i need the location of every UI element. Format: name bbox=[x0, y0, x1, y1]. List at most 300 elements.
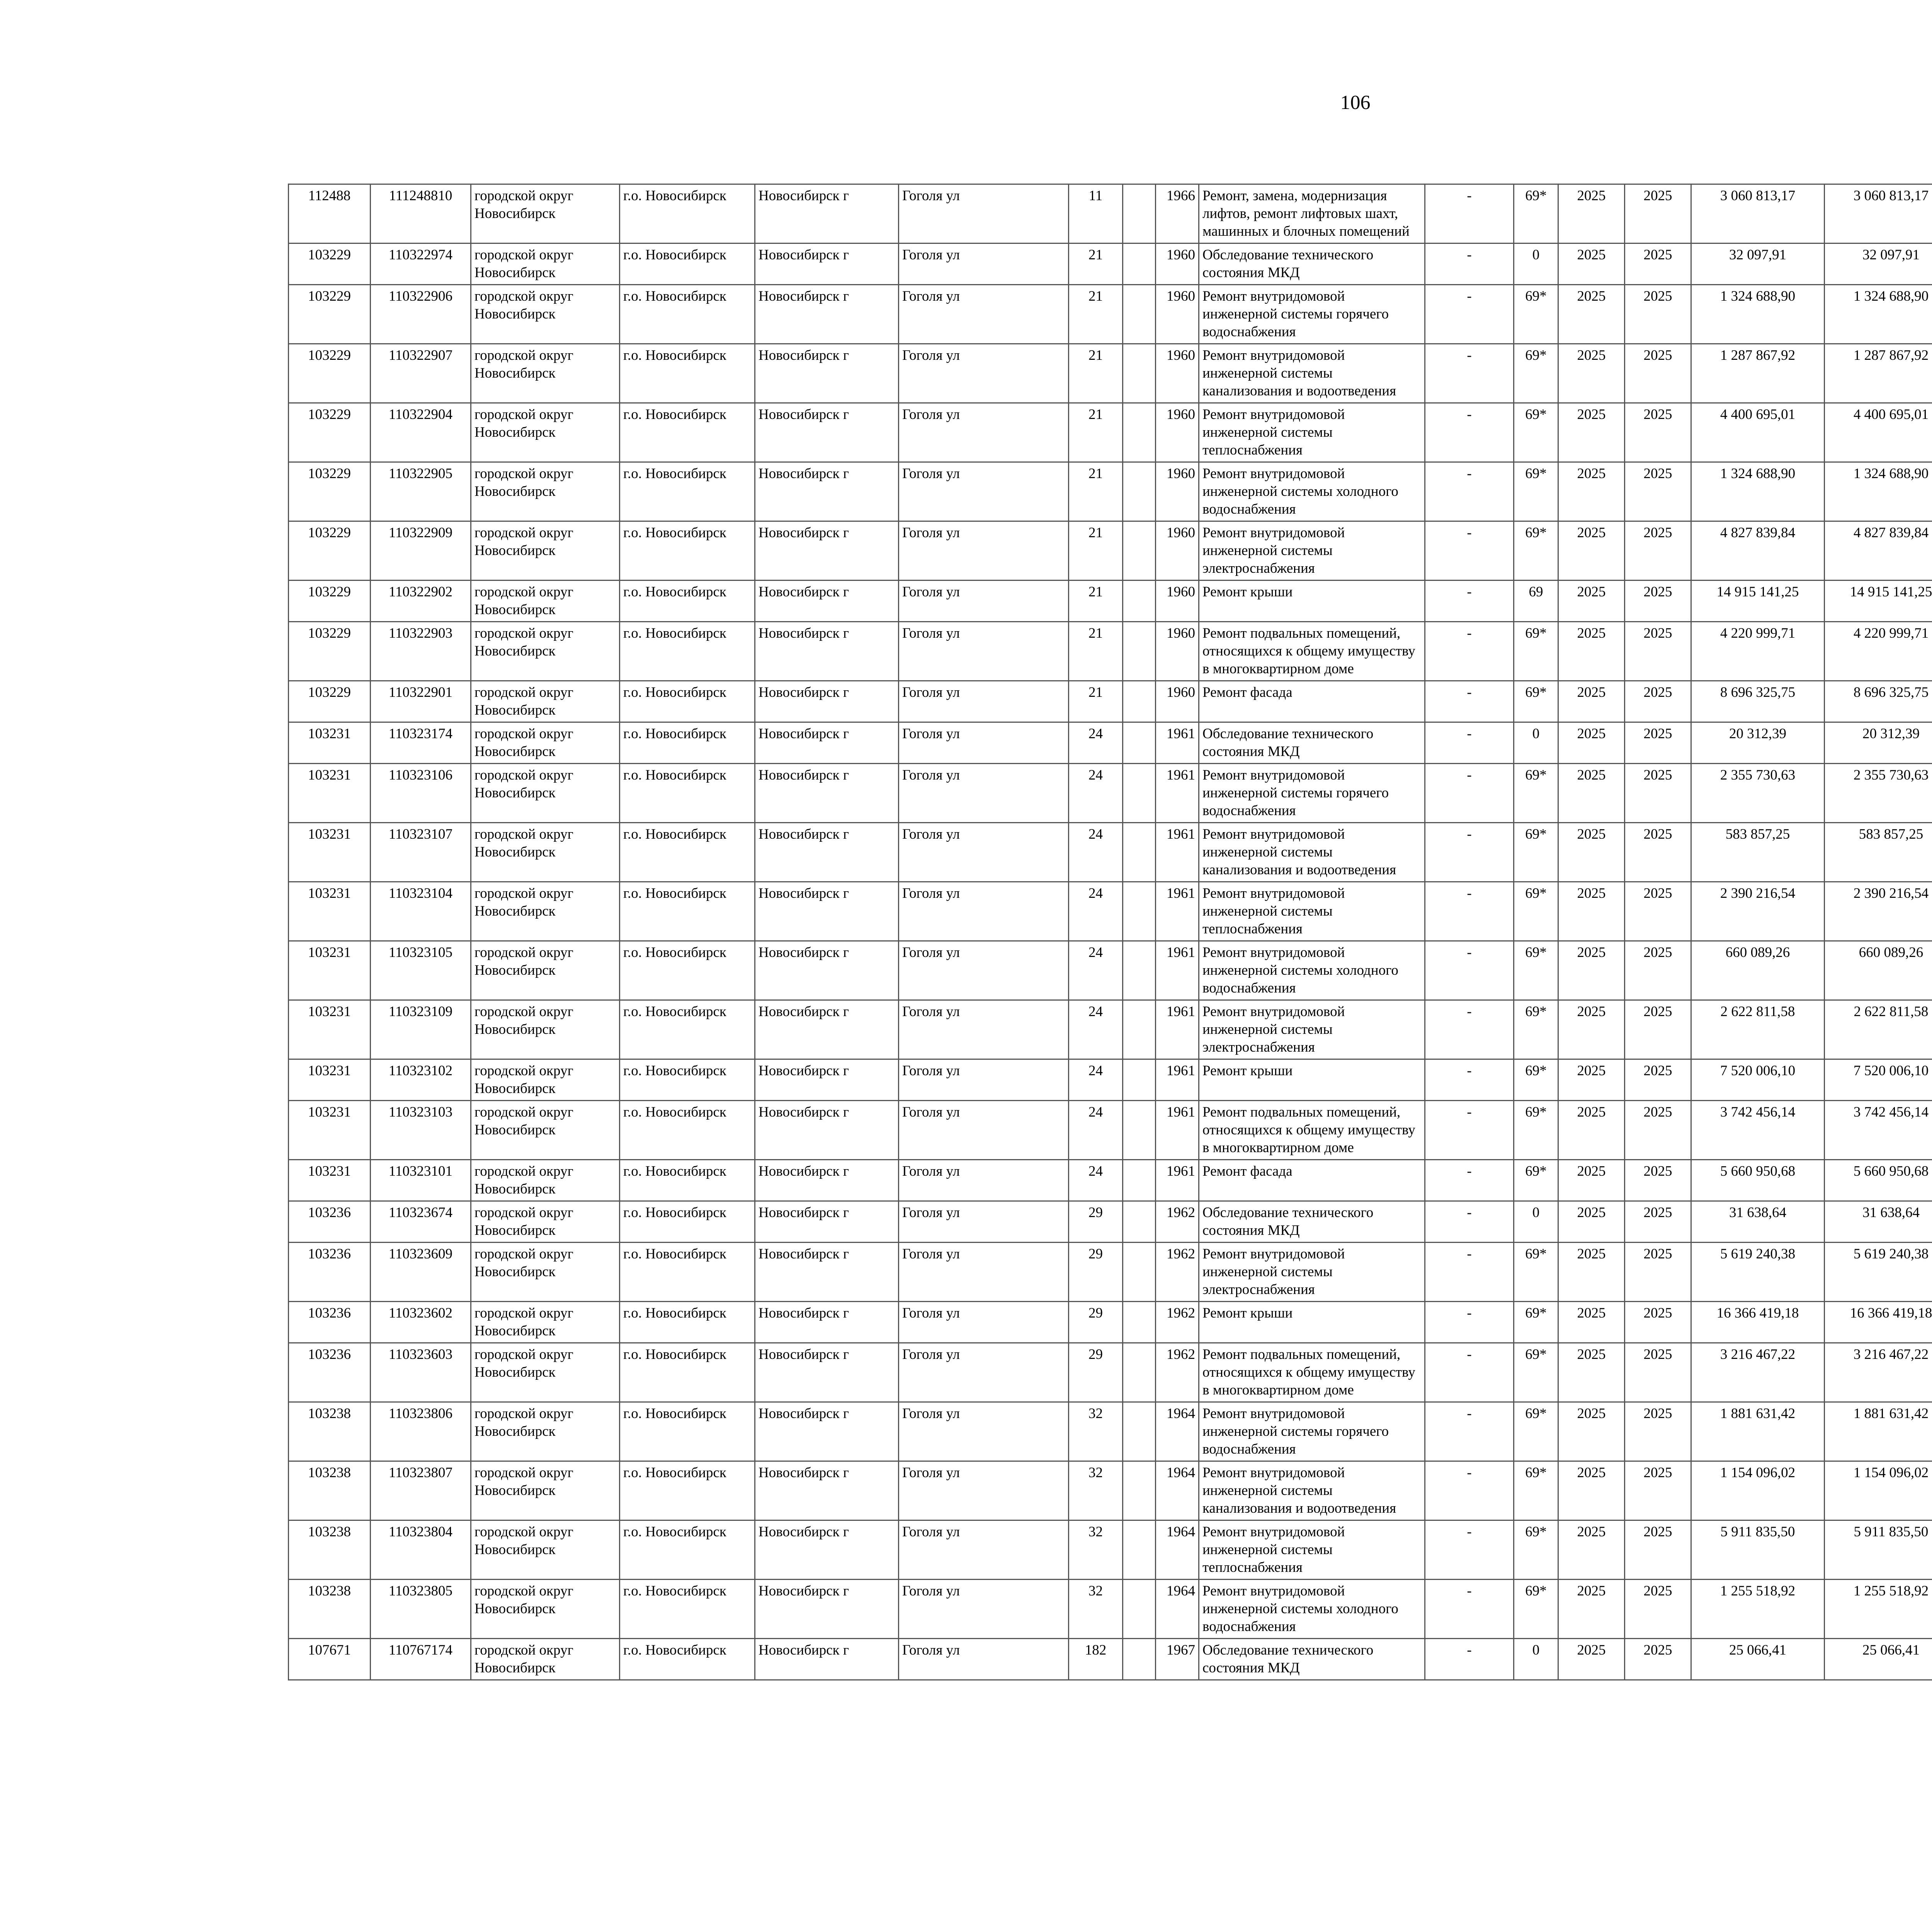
house-id-cell: 103231 bbox=[289, 1059, 371, 1101]
building-cell bbox=[1123, 941, 1156, 1000]
total-cost-cell: 5 619 240,38 bbox=[1691, 1243, 1825, 1302]
municipality-cell: городской округ Новосибирск bbox=[471, 722, 620, 764]
table-row bbox=[289, 344, 1932, 403]
municipality-cell: городской округ Новосибирск bbox=[471, 462, 620, 521]
total-cost-cell: 2 390 216,54 bbox=[1691, 882, 1825, 941]
program-item-id-cell: 110323107 bbox=[371, 823, 471, 882]
total-cost-cell: 660 089,26 bbox=[1691, 941, 1825, 1000]
municipality-cell: городской округ Новосибирск bbox=[471, 1461, 620, 1520]
dash-cell: - bbox=[1425, 1243, 1514, 1302]
wear-cell: 69* bbox=[1514, 1461, 1558, 1520]
table-row bbox=[289, 941, 1932, 1000]
total-cost-cell: 1 324 688,90 bbox=[1691, 462, 1825, 521]
municipality-cell: городской округ Новосибирск bbox=[471, 1101, 620, 1160]
street-cell: Гоголя ул bbox=[899, 1639, 1069, 1680]
street-cell: Гоголя ул bbox=[899, 462, 1069, 521]
work-type-cell: Ремонт фасада bbox=[1199, 681, 1425, 722]
municipality-cell: городской округ Новосибирск bbox=[471, 622, 620, 681]
district-cell: г.о. Новосибирск bbox=[620, 622, 755, 681]
dash-cell: - bbox=[1425, 722, 1514, 764]
wear-cell: 69* bbox=[1514, 823, 1558, 882]
house-id-cell: 103236 bbox=[289, 1302, 371, 1343]
start-year-cell: 2025 bbox=[1558, 1160, 1625, 1201]
district-cell: г.о. Новосибирск bbox=[620, 1461, 755, 1520]
dash-cell: - bbox=[1425, 581, 1514, 622]
house-number-cell: 21 bbox=[1069, 285, 1123, 344]
start-year-cell: 2025 bbox=[1558, 243, 1625, 285]
city-cell: Новосибирск г bbox=[755, 462, 899, 521]
fund-cost-cell: 1 324 688,90 bbox=[1825, 285, 1932, 344]
building-cell bbox=[1123, 1000, 1156, 1059]
street-cell: Гоголя ул bbox=[899, 581, 1069, 622]
start-year-cell: 2025 bbox=[1558, 403, 1625, 462]
district-cell: г.о. Новосибирск bbox=[620, 184, 755, 243]
house-number-cell: 24 bbox=[1069, 823, 1123, 882]
program-item-id-cell: 110322909 bbox=[371, 521, 471, 581]
municipality-cell: городской округ Новосибирск bbox=[471, 1343, 620, 1402]
house-id-cell: 103238 bbox=[289, 1461, 371, 1520]
end-year-cell: 2025 bbox=[1625, 403, 1691, 462]
build-year-cell: 1961 bbox=[1156, 941, 1199, 1000]
work-type-cell: Ремонт внутридомовой инженерной системы горячего водоснабжения bbox=[1199, 764, 1425, 823]
end-year-cell: 2025 bbox=[1625, 1520, 1691, 1580]
total-cost-cell: 25 066,41 bbox=[1691, 1639, 1825, 1680]
total-cost-cell: 3 216 467,22 bbox=[1691, 1343, 1825, 1402]
street-cell: Гоголя ул bbox=[899, 403, 1069, 462]
program-item-id-cell: 110323609 bbox=[371, 1243, 471, 1302]
end-year-cell: 2025 bbox=[1625, 1201, 1691, 1243]
district-cell: г.о. Новосибирск bbox=[620, 764, 755, 823]
street-cell: Гоголя ул bbox=[899, 1461, 1069, 1520]
house-number-cell: 21 bbox=[1069, 462, 1123, 521]
house-number-cell: 21 bbox=[1069, 581, 1123, 622]
fund-cost-cell: 1 881 631,42 bbox=[1825, 1402, 1932, 1461]
program-item-id-cell: 110323106 bbox=[371, 764, 471, 823]
building-cell bbox=[1123, 243, 1156, 285]
build-year-cell: 1964 bbox=[1156, 1520, 1199, 1580]
program-item-id-cell: 111248810 bbox=[371, 184, 471, 243]
district-cell: г.о. Новосибирск bbox=[620, 1402, 755, 1461]
district-cell: г.о. Новосибирск bbox=[620, 823, 755, 882]
street-cell: Гоголя ул bbox=[899, 722, 1069, 764]
city-cell: Новосибирск г bbox=[755, 1059, 899, 1101]
work-type-cell: Ремонт подвальных помещений, относящихся к общему имуществу в многоквартирном доме bbox=[1199, 622, 1425, 681]
district-cell: г.о. Новосибирск bbox=[620, 285, 755, 344]
program-item-id-cell: 110322902 bbox=[371, 581, 471, 622]
street-cell: Гоголя ул bbox=[899, 622, 1069, 681]
building-cell bbox=[1123, 722, 1156, 764]
fund-cost-cell: 2 355 730,63 bbox=[1825, 764, 1932, 823]
work-type-cell: Ремонт внутридомовой инженерной системы канализования и водоотведения bbox=[1199, 823, 1425, 882]
wear-cell: 69* bbox=[1514, 1059, 1558, 1101]
house-id-cell: 103231 bbox=[289, 1000, 371, 1059]
street-cell: Гоголя ул bbox=[899, 1580, 1069, 1639]
table-row bbox=[289, 1520, 1932, 1580]
building-cell bbox=[1123, 681, 1156, 722]
build-year-cell: 1961 bbox=[1156, 722, 1199, 764]
total-cost-cell: 2 355 730,63 bbox=[1691, 764, 1825, 823]
end-year-cell: 2025 bbox=[1625, 941, 1691, 1000]
fund-cost-cell: 4 400 695,01 bbox=[1825, 403, 1932, 462]
build-year-cell: 1964 bbox=[1156, 1580, 1199, 1639]
district-cell: г.о. Новосибирск bbox=[620, 941, 755, 1000]
building-cell bbox=[1123, 462, 1156, 521]
city-cell: Новосибирск г bbox=[755, 622, 899, 681]
wear-cell: 0 bbox=[1514, 243, 1558, 285]
house-number-cell: 21 bbox=[1069, 243, 1123, 285]
program-item-id-cell: 110322974 bbox=[371, 243, 471, 285]
total-cost-cell: 4 400 695,01 bbox=[1691, 403, 1825, 462]
end-year-cell: 2025 bbox=[1625, 1343, 1691, 1402]
fund-cost-cell: 5 911 835,50 bbox=[1825, 1520, 1932, 1580]
program-item-id-cell: 110323805 bbox=[371, 1580, 471, 1639]
district-cell: г.о. Новосибирск bbox=[620, 1343, 755, 1402]
dash-cell: - bbox=[1425, 1520, 1514, 1580]
building-cell bbox=[1123, 1639, 1156, 1680]
build-year-cell: 1960 bbox=[1156, 581, 1199, 622]
total-cost-cell: 16 366 419,18 bbox=[1691, 1302, 1825, 1343]
table-row bbox=[289, 1160, 1932, 1201]
dash-cell: - bbox=[1425, 285, 1514, 344]
building-cell bbox=[1123, 1302, 1156, 1343]
work-type-cell: Ремонт крыши bbox=[1199, 1059, 1425, 1101]
house-id-cell: 103231 bbox=[289, 941, 371, 1000]
district-cell: г.о. Новосибирск bbox=[620, 462, 755, 521]
wear-cell: 69* bbox=[1514, 681, 1558, 722]
city-cell: Новосибирск г bbox=[755, 764, 899, 823]
building-cell bbox=[1123, 1343, 1156, 1402]
dash-cell: - bbox=[1425, 882, 1514, 941]
fund-cost-cell: 32 097,91 bbox=[1825, 243, 1932, 285]
dash-cell: - bbox=[1425, 1639, 1514, 1680]
dash-cell: - bbox=[1425, 1461, 1514, 1520]
house-id-cell: 112488 bbox=[289, 184, 371, 243]
work-type-cell: Ремонт внутридомовой инженерной системы горячего водоснабжения bbox=[1199, 1402, 1425, 1461]
house-id-cell: 103231 bbox=[289, 882, 371, 941]
table-row bbox=[289, 521, 1932, 581]
street-cell: Гоголя ул bbox=[899, 764, 1069, 823]
street-cell: Гоголя ул bbox=[899, 1343, 1069, 1402]
end-year-cell: 2025 bbox=[1625, 521, 1691, 581]
city-cell: Новосибирск г bbox=[755, 1580, 899, 1639]
total-cost-cell: 32 097,91 bbox=[1691, 243, 1825, 285]
program-item-id-cell: 110322903 bbox=[371, 622, 471, 681]
municipality-cell: городской округ Новосибирск bbox=[471, 1243, 620, 1302]
start-year-cell: 2025 bbox=[1558, 722, 1625, 764]
build-year-cell: 1960 bbox=[1156, 243, 1199, 285]
wear-cell: 69 bbox=[1514, 581, 1558, 622]
build-year-cell: 1967 bbox=[1156, 1639, 1199, 1680]
end-year-cell: 2025 bbox=[1625, 1059, 1691, 1101]
building-cell bbox=[1123, 403, 1156, 462]
table-row bbox=[289, 1059, 1932, 1101]
city-cell: Новосибирск г bbox=[755, 403, 899, 462]
table-row bbox=[289, 823, 1932, 882]
start-year-cell: 2025 bbox=[1558, 344, 1625, 403]
street-cell: Гоголя ул bbox=[899, 184, 1069, 243]
dash-cell: - bbox=[1425, 1580, 1514, 1639]
work-type-cell: Ремонт крыши bbox=[1199, 1302, 1425, 1343]
wear-cell: 69* bbox=[1514, 1160, 1558, 1201]
city-cell: Новосибирск г bbox=[755, 1101, 899, 1160]
fund-cost-cell: 3 060 813,17 bbox=[1825, 184, 1932, 243]
district-cell: г.о. Новосибирск bbox=[620, 581, 755, 622]
wear-cell: 69* bbox=[1514, 941, 1558, 1000]
program-item-id-cell: 110323674 bbox=[371, 1201, 471, 1243]
start-year-cell: 2025 bbox=[1558, 1343, 1625, 1402]
street-cell: Гоголя ул bbox=[899, 1201, 1069, 1243]
dash-cell: - bbox=[1425, 1343, 1514, 1402]
table-row bbox=[289, 403, 1932, 462]
house-id-cell: 103231 bbox=[289, 722, 371, 764]
municipality-cell: городской округ Новосибирск bbox=[471, 184, 620, 243]
start-year-cell: 2025 bbox=[1558, 681, 1625, 722]
wear-cell: 69* bbox=[1514, 521, 1558, 581]
house-number-cell: 21 bbox=[1069, 403, 1123, 462]
fund-cost-cell: 20 312,39 bbox=[1825, 722, 1932, 764]
house-number-cell: 182 bbox=[1069, 1639, 1123, 1680]
work-type-cell: Обследование технического состояния МКД bbox=[1199, 243, 1425, 285]
program-item-id-cell: 110767174 bbox=[371, 1639, 471, 1680]
house-number-cell: 21 bbox=[1069, 622, 1123, 681]
city-cell: Новосибирск г bbox=[755, 823, 899, 882]
build-year-cell: 1962 bbox=[1156, 1343, 1199, 1402]
work-type-cell: Ремонт внутридомовой инженерной системы электроснабжения bbox=[1199, 521, 1425, 581]
program-item-id-cell: 110323804 bbox=[371, 1520, 471, 1580]
house-id-cell: 103229 bbox=[289, 243, 371, 285]
building-cell bbox=[1123, 1461, 1156, 1520]
building-cell bbox=[1123, 1059, 1156, 1101]
dash-cell: - bbox=[1425, 941, 1514, 1000]
work-type-cell: Ремонт крыши bbox=[1199, 581, 1425, 622]
work-type-cell: Обследование технического состояния МКД bbox=[1199, 1201, 1425, 1243]
municipality-cell: городской округ Новосибирск bbox=[471, 403, 620, 462]
district-cell: г.о. Новосибирск bbox=[620, 521, 755, 581]
district-cell: г.о. Новосибирск bbox=[620, 681, 755, 722]
building-cell bbox=[1123, 1580, 1156, 1639]
street-cell: Гоголя ул bbox=[899, 1402, 1069, 1461]
dash-cell: - bbox=[1425, 1101, 1514, 1160]
table-row bbox=[289, 285, 1932, 344]
wear-cell: 69* bbox=[1514, 1000, 1558, 1059]
street-cell: Гоголя ул bbox=[899, 1000, 1069, 1059]
fund-cost-cell: 660 089,26 bbox=[1825, 941, 1932, 1000]
house-id-cell: 103236 bbox=[289, 1243, 371, 1302]
total-cost-cell: 8 696 325,75 bbox=[1691, 681, 1825, 722]
street-cell: Гоголя ул bbox=[899, 1243, 1069, 1302]
program-item-id-cell: 110323105 bbox=[371, 941, 471, 1000]
city-cell: Новосибирск г bbox=[755, 1520, 899, 1580]
house-number-cell: 32 bbox=[1069, 1402, 1123, 1461]
district-cell: г.о. Новосибирск bbox=[620, 1201, 755, 1243]
house-number-cell: 24 bbox=[1069, 1000, 1123, 1059]
house-number-cell: 24 bbox=[1069, 764, 1123, 823]
dash-cell: - bbox=[1425, 622, 1514, 681]
work-type-cell: Ремонт внутридомовой инженерной системы теплоснабжения bbox=[1199, 882, 1425, 941]
table-row bbox=[289, 764, 1932, 823]
start-year-cell: 2025 bbox=[1558, 1243, 1625, 1302]
street-cell: Гоголя ул bbox=[899, 243, 1069, 285]
start-year-cell: 2025 bbox=[1558, 1580, 1625, 1639]
total-cost-cell: 7 520 006,10 bbox=[1691, 1059, 1825, 1101]
building-cell bbox=[1123, 344, 1156, 403]
build-year-cell: 1964 bbox=[1156, 1402, 1199, 1461]
house-number-cell: 24 bbox=[1069, 941, 1123, 1000]
program-item-id-cell: 110323602 bbox=[371, 1302, 471, 1343]
house-number-cell: 24 bbox=[1069, 722, 1123, 764]
district-cell: г.о. Новосибирск bbox=[620, 1000, 755, 1059]
program-item-id-cell: 110322907 bbox=[371, 344, 471, 403]
wear-cell: 69* bbox=[1514, 882, 1558, 941]
house-number-cell: 24 bbox=[1069, 882, 1123, 941]
end-year-cell: 2025 bbox=[1625, 722, 1691, 764]
fund-cost-cell: 16 366 419,18 bbox=[1825, 1302, 1932, 1343]
district-cell: г.о. Новосибирск bbox=[620, 1520, 755, 1580]
house-number-cell: 24 bbox=[1069, 1101, 1123, 1160]
end-year-cell: 2025 bbox=[1625, 243, 1691, 285]
start-year-cell: 2025 bbox=[1558, 1302, 1625, 1343]
fund-cost-cell: 1 287 867,92 bbox=[1825, 344, 1932, 403]
fund-cost-cell: 25 066,41 bbox=[1825, 1639, 1932, 1680]
house-number-cell: 11 bbox=[1069, 184, 1123, 243]
start-year-cell: 2025 bbox=[1558, 1520, 1625, 1580]
house-id-cell: 103229 bbox=[289, 403, 371, 462]
build-year-cell: 1960 bbox=[1156, 681, 1199, 722]
end-year-cell: 2025 bbox=[1625, 184, 1691, 243]
start-year-cell: 2025 bbox=[1558, 581, 1625, 622]
program-item-id-cell: 110323103 bbox=[371, 1101, 471, 1160]
program-item-id-cell: 110323109 bbox=[371, 1000, 471, 1059]
building-cell bbox=[1123, 622, 1156, 681]
start-year-cell: 2025 bbox=[1558, 823, 1625, 882]
city-cell: Новосибирск г bbox=[755, 1639, 899, 1680]
city-cell: Новосибирск г bbox=[755, 1160, 899, 1201]
fund-cost-cell: 4 220 999,71 bbox=[1825, 622, 1932, 681]
end-year-cell: 2025 bbox=[1625, 1243, 1691, 1302]
district-cell: г.о. Новосибирск bbox=[620, 1101, 755, 1160]
city-cell: Новосибирск г bbox=[755, 1461, 899, 1520]
fund-cost-cell: 14 915 141,25 bbox=[1825, 581, 1932, 622]
program-item-id-cell: 110323603 bbox=[371, 1343, 471, 1402]
work-type-cell: Ремонт внутридомовой инженерной системы холодного водоснабжения bbox=[1199, 941, 1425, 1000]
municipality-cell: городской округ Новосибирск bbox=[471, 285, 620, 344]
dash-cell: - bbox=[1425, 184, 1514, 243]
build-year-cell: 1962 bbox=[1156, 1302, 1199, 1343]
building-cell bbox=[1123, 764, 1156, 823]
total-cost-cell: 1 255 518,92 bbox=[1691, 1580, 1825, 1639]
wear-cell: 69* bbox=[1514, 1243, 1558, 1302]
wear-cell: 69* bbox=[1514, 184, 1558, 243]
dash-cell: - bbox=[1425, 1059, 1514, 1101]
end-year-cell: 2025 bbox=[1625, 823, 1691, 882]
build-year-cell: 1960 bbox=[1156, 521, 1199, 581]
district-cell: г.о. Новосибирск bbox=[620, 1243, 755, 1302]
street-cell: Гоголя ул bbox=[899, 1160, 1069, 1201]
table-row bbox=[289, 1302, 1932, 1343]
start-year-cell: 2025 bbox=[1558, 1639, 1625, 1680]
work-type-cell: Ремонт фасада bbox=[1199, 1160, 1425, 1201]
dash-cell: - bbox=[1425, 521, 1514, 581]
municipality-cell: городской округ Новосибирск bbox=[471, 823, 620, 882]
end-year-cell: 2025 bbox=[1625, 344, 1691, 403]
city-cell: Новосибирск г bbox=[755, 1201, 899, 1243]
fund-cost-cell: 5 660 950,68 bbox=[1825, 1160, 1932, 1201]
program-item-id-cell: 110323104 bbox=[371, 882, 471, 941]
end-year-cell: 2025 bbox=[1625, 1302, 1691, 1343]
program-item-id-cell: 110323101 bbox=[371, 1160, 471, 1201]
end-year-cell: 2025 bbox=[1625, 1402, 1691, 1461]
dash-cell: - bbox=[1425, 243, 1514, 285]
fund-cost-cell: 1 324 688,90 bbox=[1825, 462, 1932, 521]
table-row bbox=[289, 1243, 1932, 1302]
building-cell bbox=[1123, 882, 1156, 941]
page-number: 106 bbox=[1340, 92, 1371, 114]
start-year-cell: 2025 bbox=[1558, 622, 1625, 681]
total-cost-cell: 1 287 867,92 bbox=[1691, 344, 1825, 403]
municipality-cell: городской округ Новосибирск bbox=[471, 764, 620, 823]
municipality-cell: городской округ Новосибирск bbox=[471, 882, 620, 941]
house-id-cell: 103236 bbox=[289, 1343, 371, 1402]
build-year-cell: 1964 bbox=[1156, 1461, 1199, 1520]
street-cell: Гоголя ул bbox=[899, 882, 1069, 941]
dash-cell: - bbox=[1425, 1201, 1514, 1243]
house-id-cell: 103229 bbox=[289, 462, 371, 521]
end-year-cell: 2025 bbox=[1625, 1160, 1691, 1201]
wear-cell: 69* bbox=[1514, 344, 1558, 403]
district-cell: г.о. Новосибирск bbox=[620, 1639, 755, 1680]
house-id-cell: 103231 bbox=[289, 1101, 371, 1160]
wear-cell: 69* bbox=[1514, 1302, 1558, 1343]
total-cost-cell: 20 312,39 bbox=[1691, 722, 1825, 764]
start-year-cell: 2025 bbox=[1558, 1059, 1625, 1101]
end-year-cell: 2025 bbox=[1625, 622, 1691, 681]
municipality-cell: городской округ Новосибирск bbox=[471, 243, 620, 285]
end-year-cell: 2025 bbox=[1625, 882, 1691, 941]
table-row bbox=[289, 1343, 1932, 1402]
house-id-cell: 103229 bbox=[289, 521, 371, 581]
start-year-cell: 2025 bbox=[1558, 285, 1625, 344]
total-cost-cell: 2 622 811,58 bbox=[1691, 1000, 1825, 1059]
start-year-cell: 2025 bbox=[1558, 764, 1625, 823]
dash-cell: - bbox=[1425, 681, 1514, 722]
house-number-cell: 21 bbox=[1069, 521, 1123, 581]
street-cell: Гоголя ул bbox=[899, 1520, 1069, 1580]
house-id-cell: 103229 bbox=[289, 681, 371, 722]
table-row bbox=[289, 681, 1932, 722]
street-cell: Гоголя ул bbox=[899, 344, 1069, 403]
district-cell: г.о. Новосибирск bbox=[620, 1580, 755, 1639]
house-id-cell: 103231 bbox=[289, 823, 371, 882]
program-item-id-cell: 110323102 bbox=[371, 1059, 471, 1101]
dash-cell: - bbox=[1425, 823, 1514, 882]
street-cell: Гоголя ул bbox=[899, 1101, 1069, 1160]
build-year-cell: 1961 bbox=[1156, 1160, 1199, 1201]
end-year-cell: 2025 bbox=[1625, 462, 1691, 521]
fund-cost-cell: 31 638,64 bbox=[1825, 1201, 1932, 1243]
table-row bbox=[289, 882, 1932, 941]
start-year-cell: 2025 bbox=[1558, 1461, 1625, 1520]
city-cell: Новосибирск г bbox=[755, 1243, 899, 1302]
dash-cell: - bbox=[1425, 403, 1514, 462]
wear-cell: 69* bbox=[1514, 622, 1558, 681]
total-cost-cell: 1 881 631,42 bbox=[1691, 1402, 1825, 1461]
municipality-cell: городской округ Новосибирск bbox=[471, 344, 620, 403]
fund-cost-cell: 3 216 467,22 bbox=[1825, 1343, 1932, 1402]
program-item-id-cell: 110323174 bbox=[371, 722, 471, 764]
city-cell: Новосибирск г bbox=[755, 581, 899, 622]
total-cost-cell: 31 638,64 bbox=[1691, 1201, 1825, 1243]
fund-cost-cell: 4 827 839,84 bbox=[1825, 521, 1932, 581]
